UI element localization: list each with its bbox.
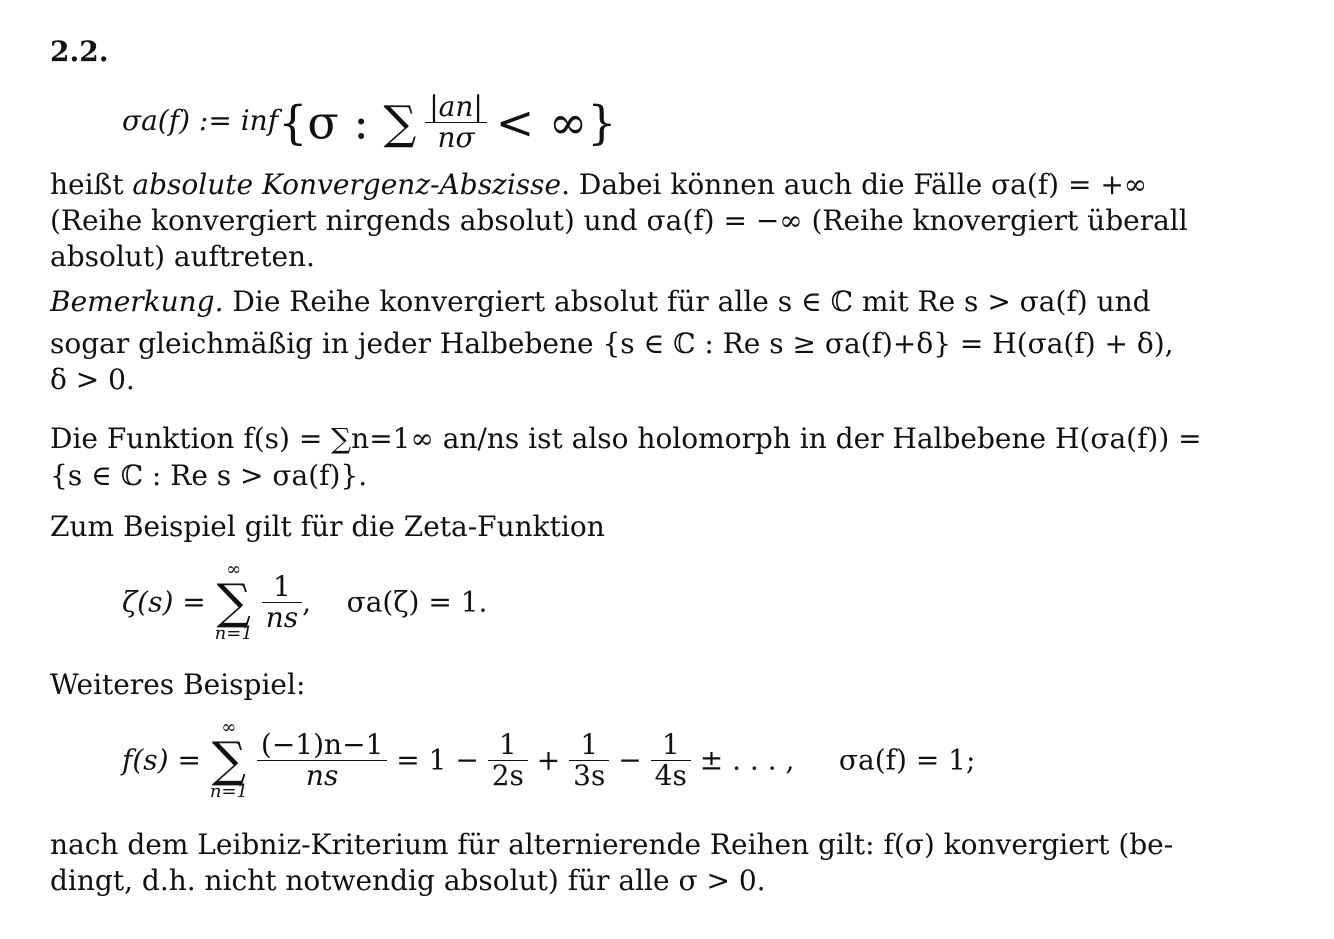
def-lhs: σa(f) := inf <box>122 104 279 137</box>
def-set-open: {σ : <box>278 95 384 150</box>
remark-text-1: Die Reihe konvergiert absolut für alle s ∈ ℂ mit Re s > σa(f) und <box>223 285 1151 318</box>
remark-label: Bemerkung. <box>50 285 224 318</box>
para5-line2: dingt, d.h. nicht notwendig absolut) für alle σ > 0. <box>50 864 766 897</box>
def-rest: < ∞} <box>495 95 617 150</box>
f-minus: − <box>618 743 642 777</box>
f-term2 <box>488 727 528 792</box>
para1-line1 <box>50 167 1147 203</box>
f-term2-num: 1 <box>488 730 528 761</box>
def-fraction-den: nσ <box>437 121 475 154</box>
f-fraction-den: ns <box>305 758 339 792</box>
para4-text: Weiteres Beispiel: <box>50 668 306 701</box>
para1-line3: absolut) auftreten. <box>50 240 315 273</box>
zeta-lhs: ζ(s) = <box>122 585 206 619</box>
para1-emphasis: absolute Konvergenz-Abszisse <box>132 168 562 201</box>
section-number: 2.2. <box>50 35 109 68</box>
f-fraction-num: (−1)n−1 <box>257 730 387 761</box>
remark-line3: δ > 0. <box>50 363 135 396</box>
f-sum-top: ∞ <box>221 717 237 738</box>
para3-text: Zum Beispiel gilt für die Zeta-Funktion <box>50 510 605 543</box>
f-plus: + <box>536 743 561 777</box>
zeta-sum-bottom: n=1 <box>214 623 253 644</box>
zeta-sum-symbol: ∑ <box>216 574 251 630</box>
definition-formula <box>122 92 617 153</box>
remark-line1 <box>50 284 1151 320</box>
def-fraction-num: |an| <box>425 92 487 123</box>
zeta-fraction-num: 1 <box>262 572 302 603</box>
def-sum-symbol: ∑ <box>383 95 417 150</box>
f-rest: ± . . . , σa(f) = 1; <box>699 743 976 777</box>
zeta-rest: , σa(ζ) = 1. <box>302 585 488 619</box>
f-term3-num: 1 <box>569 730 609 761</box>
para1-text-b: . Dabei können auch die Fälle σa(f) = +∞ <box>561 168 1148 201</box>
f-term3-den: 3s <box>573 758 606 792</box>
para2-line2: {s ∈ ℂ : Re s > σa(f)}. <box>50 459 368 492</box>
zeta-sum-top: ∞ <box>226 559 242 580</box>
f-sum-symbol: ∑ <box>211 732 247 788</box>
zeta-sum <box>215 560 253 644</box>
zeta-fraction <box>262 569 302 634</box>
f-term4 <box>651 727 691 792</box>
f-term4-den: 4s <box>654 758 687 792</box>
f-lhs: f(s) = <box>122 743 201 777</box>
zeta-formula <box>122 560 487 644</box>
para1-text-a: heißt <box>50 168 133 201</box>
f-formula <box>122 718 975 802</box>
zeta-fraction-den: ns <box>265 600 299 634</box>
f-term2-den: 2s <box>491 758 524 792</box>
para1-line2: (Reihe konvergiert nirgends absolut) und σa(f) = −∞ (Reihe knovergiert überall <box>50 204 1188 237</box>
para5-line1: nach dem Leibniz-Kriterium für alternierende Reihen gilt: f(σ) konvergiert (be- <box>50 828 1174 861</box>
remark-line2: sogar gleichmäßig in jeder Halbebene {s ∈ ℂ : Re s ≥ σa(f)+δ} = H(σa(f) + δ), <box>50 327 1174 360</box>
f-sum-bottom: n=1 <box>209 781 248 802</box>
f-term4-num: 1 <box>651 730 691 761</box>
def-fraction <box>425 92 487 153</box>
f-fraction <box>257 727 387 792</box>
f-eq: = 1 − <box>396 743 479 777</box>
f-sum <box>210 718 248 802</box>
para2-line1: Die Funktion f(s) = ∑n=1∞ an/ns ist also holomorph in der Halbebene H(σa(f)) = <box>50 422 1202 455</box>
f-term3 <box>569 727 609 792</box>
